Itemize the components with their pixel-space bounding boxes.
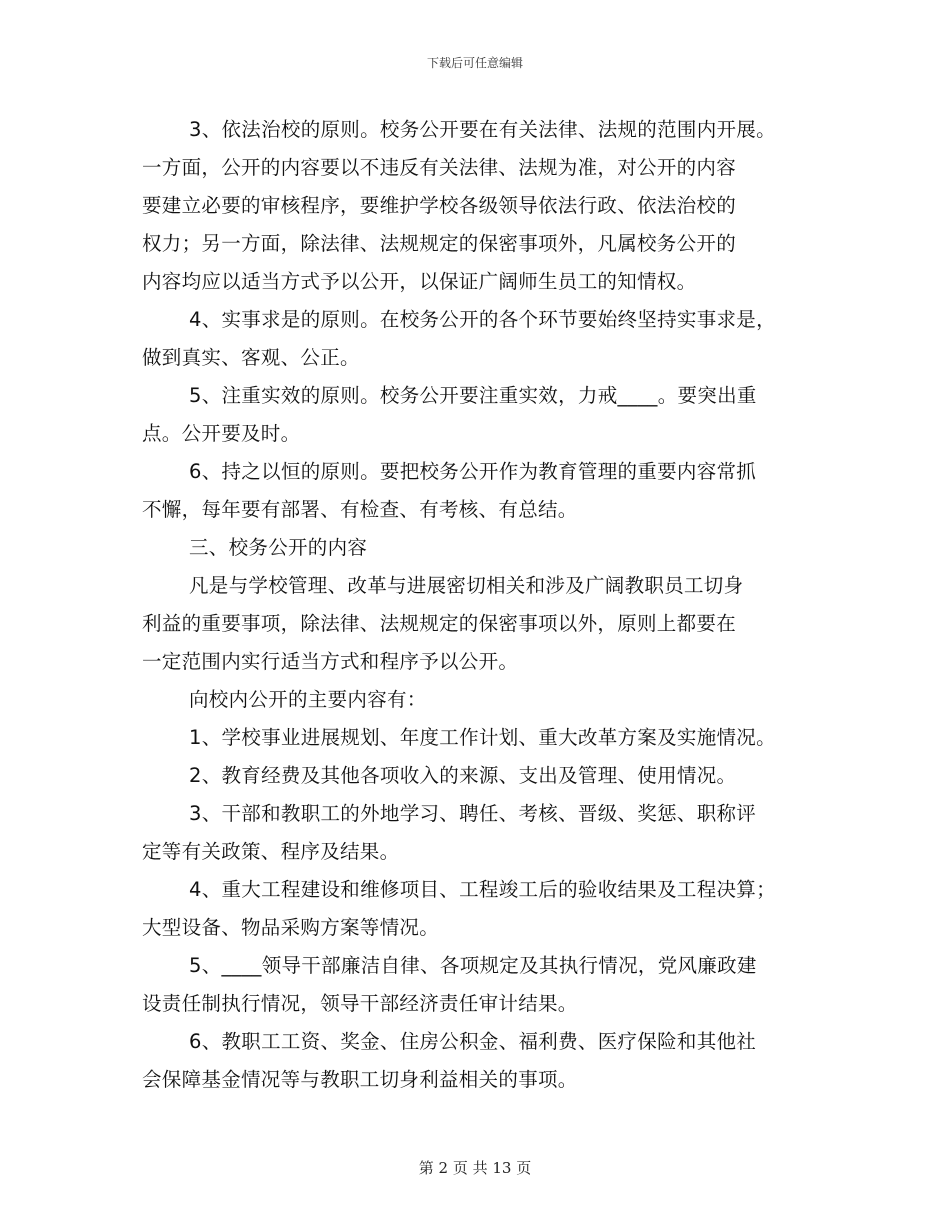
paragraph-line: 一方面，公开的内容要以不违反有关法律、法规为准，对公开的内容: [142, 156, 737, 179]
paragraph-line: 利益的重要事项，除法律、法规规定的保密事项以外，原则上都要在: [142, 612, 737, 635]
paragraph-line: 3、干部和教职工的外地学习、聘任、考核、晋级、奖惩、职称评: [189, 802, 757, 825]
paragraph-line: 3、依法治校的原则。校务公开要在有关法律、法规的范围内开展。: [189, 118, 776, 141]
paragraph-line: 设责任制执行情况，领导干部经济责任审计结果。: [142, 992, 578, 1015]
paragraph-line: 凡是与学校管理、改革与进展密切相关和涉及广阔教职员工切身: [189, 574, 744, 597]
document-body: [142, 111, 832, 1099]
paragraph-line: 1、学校事业进展规划、年度工作计划、重大改革方案及实施情况。: [189, 726, 776, 749]
paragraph-line: 点。公开要及时。: [142, 422, 301, 445]
paragraph-line: 定等有关政策、程序及结果。: [142, 840, 400, 863]
paragraph-line: 向校内公开的主要内容有：: [189, 688, 427, 711]
paragraph-line: 要建立必要的审核程序，要维护学校各级领导依法行政、依法治校的: [142, 194, 737, 217]
paragraph-line: 大型设备、物品采购方案等情况。: [142, 916, 440, 939]
header-note: 下载后可任意编辑: [426, 56, 523, 70]
paragraph-line: 5、____领导干部廉洁自律、各项规定及其执行情况，党风廉政建: [189, 954, 757, 977]
page-number: 第 2 页 共 13 页: [418, 1159, 532, 1177]
paragraph-line: 4、重大工程建设和维修项目、工程竣工后的验收结果及工程决算；: [189, 878, 776, 901]
paragraph-line: 权力；另一方面，除法律、法规规定的保密事项外，凡属校务公开的: [142, 232, 737, 255]
paragraph-line: 6、教职工工资、奖金、住房公积金、福利费、医疗保险和其他社: [189, 1030, 757, 1053]
paragraph-line: 5、注重实效的原则。校务公开要注重实效，力戒____。要突出重: [189, 384, 757, 407]
paragraph-line: 4、实事求是的原则。在校务公开的各个环节要始终坚持实事求是，: [189, 308, 776, 331]
paragraph-line: 内容均应以适当方式予以公开，以保证广阔师生员工的知情权。: [142, 270, 697, 293]
paragraph-line: 做到真实、客观、公正。: [142, 346, 360, 369]
paragraph-line: 会保障基金情况等与教职工切身利益相关的事项。: [142, 1068, 578, 1091]
paragraph-line: 2、教育经费及其他各项收入的来源、支出及管理、使用情况。: [189, 764, 737, 787]
section-heading: 三、校务公开的内容: [189, 536, 368, 559]
paragraph-line: 6、持之以恒的原则。要把校务公开作为教育管理的重要内容常抓: [189, 460, 757, 483]
paragraph-line: 一定范围内实行适当方式和程序予以公开。: [142, 650, 519, 673]
paragraph-line: 不懈，每年要有部署、有检查、有考核、有总结。: [142, 498, 578, 521]
